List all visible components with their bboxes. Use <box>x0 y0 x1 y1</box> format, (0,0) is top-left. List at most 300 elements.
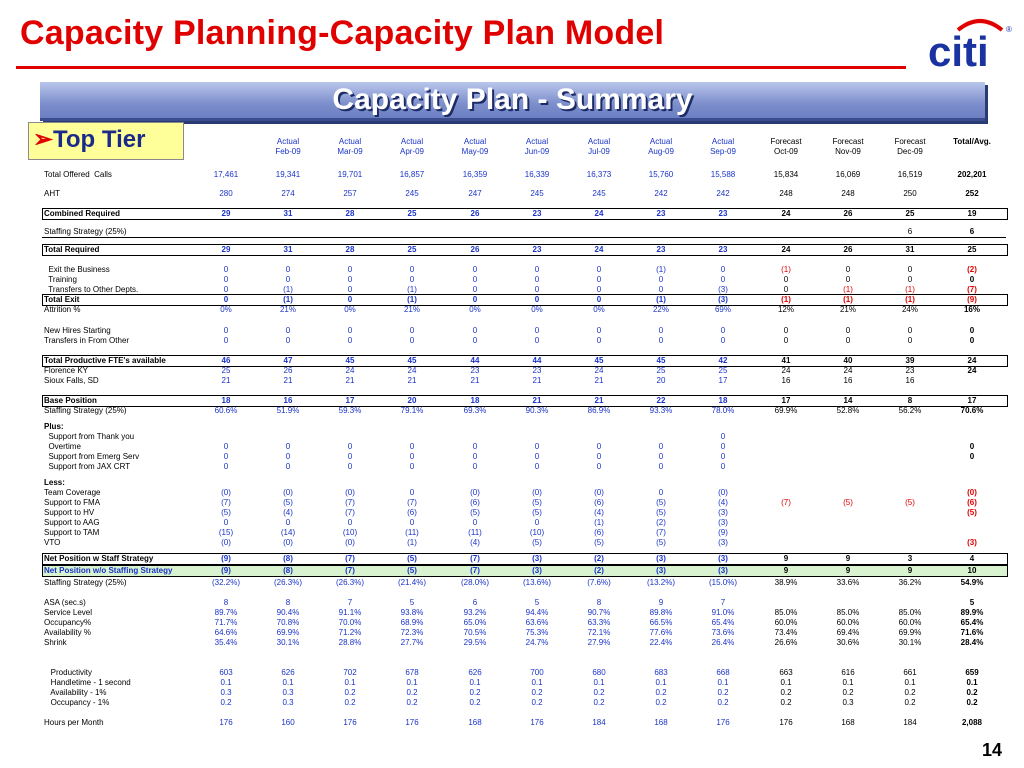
table-cell: 0 <box>223 275 229 284</box>
row-label: ASA (sec.s) <box>44 598 86 607</box>
table-cell: 71.7% <box>214 618 238 627</box>
table-cell: (13.6%) <box>522 578 551 587</box>
table-cell: (4) <box>470 538 480 547</box>
table-cell: 9 <box>907 566 913 575</box>
table-cell: 42 <box>718 356 728 365</box>
table-cell: 9 <box>845 566 851 575</box>
table-cell: 31 <box>283 209 293 218</box>
table-cell: 0.2 <box>406 688 418 697</box>
table-cell: (3) <box>718 508 728 517</box>
table-cell: 75.3% <box>525 628 549 637</box>
column-header: Total/Avg. <box>953 137 991 146</box>
table-cell: 0.2 <box>717 688 729 697</box>
table-cell: (11) <box>405 528 419 537</box>
table-cell: 0 <box>409 442 415 451</box>
row-label: AHT <box>44 189 60 198</box>
table-cell: 2,088 <box>961 718 983 727</box>
table-cell: (6) <box>594 498 604 507</box>
table-cell: 24 <box>407 366 417 375</box>
row-label: Base Position <box>44 396 97 405</box>
table-cell: 280 <box>219 189 233 198</box>
table-cell: 668 <box>716 668 730 677</box>
table-cell: 21 <box>345 376 355 385</box>
column-header: Jun-09 <box>524 147 550 156</box>
table-cell: 0.2 <box>344 688 356 697</box>
table-cell: (2) <box>594 566 604 575</box>
table-cell: 4 <box>969 554 975 563</box>
table-cell: 23 <box>905 366 915 375</box>
row-label: Total Exit <box>44 295 80 304</box>
table-cell: 10 <box>967 566 977 575</box>
table-cell: 0.1 <box>220 678 232 687</box>
table-cell: 245 <box>530 189 544 198</box>
table-cell: 26 <box>470 209 480 218</box>
table-cell: 250 <box>903 189 917 198</box>
table-cell: 0.2 <box>344 698 356 707</box>
column-header: Mar-09 <box>337 147 363 156</box>
table-cell: 0 <box>596 326 602 335</box>
table-cell: 0 <box>223 442 229 451</box>
row-label: Exit the Business <box>44 265 110 274</box>
row-label: Support from JAX CRT <box>44 462 131 471</box>
table-cell: 0 <box>223 336 229 345</box>
table-cell: 0 <box>658 452 664 461</box>
table-cell: 85.0% <box>774 608 798 617</box>
table-cell: (3) <box>656 554 666 563</box>
table-cell: 0 <box>720 336 726 345</box>
table-cell: 17 <box>967 396 977 405</box>
table-cell: 0.1 <box>780 678 792 687</box>
table-cell: 616 <box>841 668 855 677</box>
table-cell: 94.4% <box>525 608 549 617</box>
table-cell: 18 <box>718 396 728 405</box>
table-cell: 16 <box>781 376 791 385</box>
table-cell: 0 <box>409 518 415 527</box>
table-cell: 8 <box>285 598 291 607</box>
table-cell: 25 <box>718 366 728 375</box>
table-cell: (2) <box>656 518 666 527</box>
table-cell: 0 <box>223 295 229 304</box>
table-cell: 0 <box>347 442 353 451</box>
row-label: Total Offered Calls <box>44 170 112 179</box>
table-cell: 168 <box>841 718 855 727</box>
table-cell: 0.2 <box>469 688 481 697</box>
table-cell: 176 <box>779 718 793 727</box>
table-cell: 274 <box>281 189 295 198</box>
table-cell: 0 <box>907 275 913 284</box>
table-cell: (2) <box>967 265 977 274</box>
column-header: Oct-09 <box>773 147 798 156</box>
table-cell: 248 <box>841 189 855 198</box>
row-label: Staffing Strategy (25%) <box>44 406 127 415</box>
table-cell: (0) <box>718 488 728 497</box>
table-cell: 29 <box>221 209 231 218</box>
table-cell: (7.6%) <box>587 578 611 587</box>
table-cell: 31 <box>283 245 293 254</box>
table-cell: (10) <box>342 528 358 537</box>
table-cell: 31 <box>905 245 915 254</box>
table-cell: (10) <box>529 528 545 537</box>
column-header: Actual <box>338 137 362 146</box>
table-cell: 176 <box>530 718 544 727</box>
row-label: Support from Thank you <box>44 432 135 441</box>
table-cell: 0.1 <box>717 678 729 687</box>
table-cell: 26 <box>843 245 853 254</box>
table-cell: 18 <box>221 396 231 405</box>
table-cell: (8) <box>283 566 293 575</box>
table-cell: 33.6% <box>836 578 860 587</box>
table-cell: (3) <box>718 295 728 304</box>
table-cell: 17 <box>345 396 355 405</box>
table-cell: 0.2 <box>717 698 729 707</box>
table-cell: 66.5% <box>649 618 673 627</box>
table-cell: 0 <box>783 336 789 345</box>
row-label: Team Coverage <box>44 488 101 497</box>
table-cell: 0.1 <box>966 678 978 687</box>
table-cell: 0 <box>720 265 726 274</box>
table-cell: 69.9% <box>898 628 922 637</box>
table-cell: 29.5% <box>463 638 487 647</box>
table-cell: (5) <box>221 508 231 517</box>
table-cell: 0 <box>472 452 478 461</box>
table-cell: 0 <box>285 518 291 527</box>
table-cell: 25 <box>967 245 977 254</box>
table-cell: 5 <box>969 598 975 607</box>
table-cell: (1) <box>656 295 666 304</box>
table-cell: 0 <box>472 275 478 284</box>
table-cell: 0.2 <box>593 688 605 697</box>
table-cell: 70.8% <box>276 618 300 627</box>
table-cell: 680 <box>592 668 606 677</box>
table-cell: 28 <box>345 209 355 218</box>
table-cell: 0.1 <box>344 678 356 687</box>
table-cell: 257 <box>343 189 357 198</box>
page-number: 14 <box>981 740 1002 760</box>
column-header: Sep-09 <box>710 147 736 156</box>
table-cell: 16,519 <box>897 170 923 179</box>
row-label: Training <box>44 275 77 284</box>
table-cell: 0.1 <box>904 678 916 687</box>
table-cell: 0 <box>658 326 664 335</box>
table-cell: 0 <box>472 462 478 471</box>
table-cell: (9) <box>221 566 231 575</box>
table-cell: (4) <box>283 508 293 517</box>
table-cell: 0% <box>469 305 481 314</box>
table-cell: 70.0% <box>338 618 362 627</box>
table-cell: 0 <box>285 442 291 451</box>
table-cell: 7 <box>720 598 726 607</box>
row-label: Staffing Strategy (25%) <box>44 227 127 236</box>
tier-label: Top Tier <box>53 126 146 153</box>
table-cell: 0 <box>223 462 229 471</box>
table-cell: 23 <box>718 209 728 218</box>
table-cell: 45 <box>656 356 666 365</box>
table-cell: 41 <box>781 356 791 365</box>
row-label: Handletime - 1 second <box>44 678 131 687</box>
table-cell: 89.8% <box>649 608 673 617</box>
table-cell: 16,339 <box>524 170 550 179</box>
table-cell: 25 <box>407 245 417 254</box>
table-cell: (7) <box>345 566 355 575</box>
table-cell: 626 <box>281 668 295 677</box>
table-cell: 23 <box>718 245 728 254</box>
table-cell: 0 <box>534 336 540 345</box>
table-cell: 3 <box>907 554 913 563</box>
table-cell: 24 <box>594 245 604 254</box>
table-cell: 0 <box>285 452 291 461</box>
table-cell: (5) <box>470 508 480 517</box>
table-cell: 0 <box>845 336 851 345</box>
table-cell: 0 <box>658 275 664 284</box>
table-cell: 19,701 <box>337 170 363 179</box>
table-cell: 24 <box>781 245 791 254</box>
table-cell: (6) <box>594 528 604 537</box>
table-cell: 0 <box>409 336 415 345</box>
table-cell: (0) <box>594 488 604 497</box>
row-label: Support to AAG <box>44 518 100 527</box>
table-cell: 18 <box>470 396 480 405</box>
table-cell: 0.2 <box>904 688 916 697</box>
table-cell: 0.1 <box>842 678 854 687</box>
column-header: Forecast <box>894 137 926 146</box>
table-cell: 0 <box>720 326 726 335</box>
table-cell: 24 <box>345 366 355 375</box>
table-cell: 17,461 <box>213 170 239 179</box>
table-cell: 0.3 <box>842 698 854 707</box>
row-label: Florence KY <box>44 366 89 375</box>
column-header: Aug-09 <box>648 147 674 156</box>
table-cell: 702 <box>343 668 357 677</box>
table-cell: 59.3% <box>338 406 362 415</box>
table-cell: (5) <box>967 508 977 517</box>
row-label: Support from Emerg Serv <box>44 452 140 461</box>
table-cell: (5) <box>407 566 417 575</box>
table-cell: 77.6% <box>649 628 673 637</box>
table-cell: 15,834 <box>773 170 799 179</box>
table-cell: 683 <box>654 668 668 677</box>
table-cell: (26.3%) <box>335 578 364 587</box>
table-cell: (0) <box>283 488 293 497</box>
table-cell: 56.2% <box>898 406 922 415</box>
table-cell: 69.4% <box>836 628 860 637</box>
table-cell: (3) <box>532 566 542 575</box>
table-cell: 60.0% <box>836 618 860 627</box>
table-cell: 0 <box>534 462 540 471</box>
table-cell: (1) <box>656 265 666 274</box>
table-cell: 35.4% <box>214 638 238 647</box>
table-cell: 0 <box>596 452 602 461</box>
table-cell: 22.4% <box>649 638 673 647</box>
table-cell: 65.0% <box>463 618 487 627</box>
table-cell: 39 <box>905 356 915 365</box>
table-cell: 0 <box>409 488 415 497</box>
column-header: Actual <box>400 137 424 146</box>
table-cell: 0 <box>285 336 291 345</box>
table-cell: 89.9% <box>960 608 984 617</box>
table-cell: 28.8% <box>338 638 362 647</box>
logo-wordmark: citi <box>928 28 989 74</box>
table-cell: 0.1 <box>406 678 418 687</box>
table-cell: 25 <box>221 366 231 375</box>
row-label: Attrition % <box>44 305 81 314</box>
table-cell: (7) <box>345 554 355 563</box>
table-cell: 23 <box>656 245 666 254</box>
table-cell: (0) <box>967 488 977 497</box>
table-cell: 90.7% <box>587 608 611 617</box>
table-cell: 176 <box>405 718 419 727</box>
table-cell: 700 <box>530 668 544 677</box>
svg-text:®: ® <box>1006 25 1012 34</box>
table-cell: 16 <box>283 396 293 405</box>
table-cell: (1) <box>407 285 417 294</box>
table-cell: 0 <box>409 452 415 461</box>
table-cell: 0 <box>472 285 478 294</box>
table-cell: 0 <box>223 452 229 461</box>
table-cell: 0 <box>409 326 415 335</box>
table-cell: 16 <box>905 376 915 385</box>
table-cell: 24 <box>594 366 604 375</box>
table-cell: (32.2%) <box>211 578 240 587</box>
table-cell: 91.1% <box>338 608 362 617</box>
table-cell: 0 <box>969 442 975 451</box>
table-cell: 0 <box>658 442 664 451</box>
row-label: Net Position w/o Staffing Strategy <box>44 566 173 575</box>
table-cell: 0 <box>223 265 229 274</box>
table-cell: 168 <box>468 718 482 727</box>
table-cell: 0.2 <box>220 698 232 707</box>
table-cell: 0 <box>285 265 291 274</box>
table-cell: (5) <box>532 498 542 507</box>
table-cell: 0 <box>596 336 602 345</box>
row-label: Occupancy% <box>44 618 92 627</box>
table-cell: 21% <box>403 305 420 314</box>
table-cell: 0.2 <box>966 698 978 707</box>
table-cell: (1) <box>843 285 853 294</box>
table-cell: 6 <box>969 227 975 236</box>
table-cell: 70.5% <box>463 628 487 637</box>
column-header: Forecast <box>832 137 864 146</box>
table-cell: 85.0% <box>898 608 922 617</box>
table-cell: 20 <box>656 376 666 385</box>
table-cell: 0 <box>409 275 415 284</box>
table-cell: (9) <box>221 554 231 563</box>
table-cell: 0 <box>223 518 229 527</box>
table-cell: (3) <box>718 538 728 547</box>
table-cell: 71.2% <box>338 628 362 637</box>
table-cell: 0.2 <box>966 688 978 697</box>
column-header: Actual <box>587 137 611 146</box>
table-cell: 0 <box>969 336 975 345</box>
table-cell: 663 <box>779 668 793 677</box>
table-cell: 24 <box>594 209 604 218</box>
table-cell: 242 <box>654 189 668 198</box>
table-cell: (4) <box>594 508 604 517</box>
table-cell: 0 <box>720 442 726 451</box>
table-cell: 17 <box>718 376 728 385</box>
row-label: Sioux Falls, SD <box>44 376 99 385</box>
table-cell: 26 <box>283 366 293 375</box>
table-cell: 202,201 <box>957 170 987 179</box>
table-cell: (7) <box>967 285 977 294</box>
table-cell: (9) <box>718 528 728 537</box>
table-cell: (2) <box>594 554 604 563</box>
table-cell: 176 <box>716 718 730 727</box>
table-cell: 21% <box>839 305 856 314</box>
table-cell: 0 <box>596 285 602 294</box>
table-cell: (3) <box>718 566 728 575</box>
table-cell: 20 <box>407 396 417 405</box>
table-cell: (28.0%) <box>460 578 489 587</box>
table-cell: 69.9% <box>276 628 300 637</box>
table-cell: 0% <box>531 305 543 314</box>
row-label: New Hires Starting <box>44 326 111 335</box>
table-cell: 60.0% <box>898 618 922 627</box>
table-cell: 184 <box>592 718 606 727</box>
table-cell: 69.3% <box>463 406 487 415</box>
table-cell: 23 <box>532 366 542 375</box>
table-cell: 176 <box>343 718 357 727</box>
table-cell: 0 <box>596 442 602 451</box>
arrow-bullet-icon: ➢ <box>33 126 54 153</box>
table-cell: 90.4% <box>276 608 300 617</box>
table-cell: (26.3%) <box>273 578 302 587</box>
table-cell: 44 <box>470 356 480 365</box>
page-title: Capacity Planning-Capacity Plan Model <box>20 14 665 52</box>
column-header: May-09 <box>461 147 489 156</box>
table-cell: 0 <box>596 265 602 274</box>
table-cell: 23 <box>532 209 542 218</box>
table-cell: (1) <box>407 295 417 304</box>
row-label: Staffing Strategy (25%) <box>44 578 127 587</box>
table-cell: 0 <box>347 295 353 304</box>
table-cell: 0% <box>220 305 232 314</box>
table-cell: 12% <box>777 305 794 314</box>
table-cell: (7) <box>407 498 417 507</box>
table-cell: 22% <box>652 305 669 314</box>
row-label: Support to FMA <box>44 498 101 507</box>
table-cell: (3) <box>967 538 977 547</box>
table-cell: 68.9% <box>400 618 424 627</box>
table-cell: 24 <box>967 356 977 365</box>
table-cell: 0.2 <box>531 698 543 707</box>
table-cell: 22 <box>656 396 666 405</box>
table-cell: 70.6% <box>960 406 984 415</box>
table-cell: 0 <box>969 326 975 335</box>
table-cell: 16,359 <box>462 170 488 179</box>
table-cell: 86.9% <box>587 406 611 415</box>
table-cell: 0 <box>223 285 229 294</box>
table-cell: 15,760 <box>648 170 674 179</box>
table-cell: 25 <box>407 209 417 218</box>
table-cell: 73.4% <box>774 628 798 637</box>
table-cell: 0% <box>344 305 356 314</box>
table-cell: 0.2 <box>655 688 667 697</box>
table-cell: 16 <box>843 376 853 385</box>
table-cell: 0 <box>534 452 540 461</box>
table-cell: 19 <box>967 209 977 218</box>
table-cell: (1) <box>283 295 293 304</box>
table-cell: 0 <box>658 285 664 294</box>
table-cell: (7) <box>345 498 355 507</box>
table-cell: 0% <box>593 305 605 314</box>
table-cell: 23 <box>532 245 542 254</box>
table-cell: 248 <box>779 189 793 198</box>
table-cell: 0 <box>907 265 913 274</box>
table-cell: 21 <box>407 376 417 385</box>
table-cell: 21% <box>279 305 296 314</box>
table-cell: 16,373 <box>586 170 612 179</box>
table-cell: 0 <box>534 518 540 527</box>
